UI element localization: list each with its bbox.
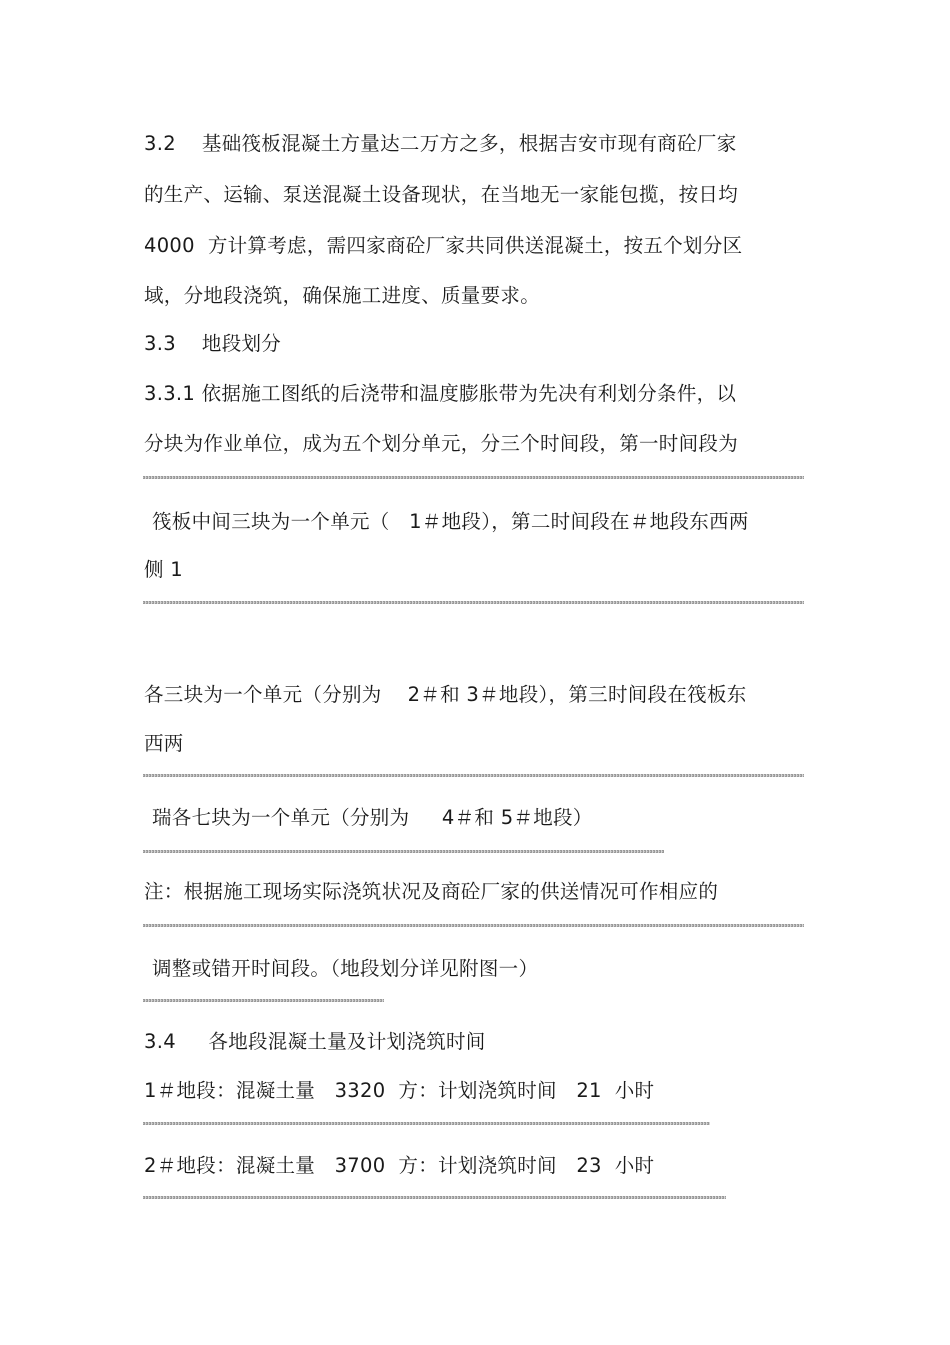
section-3-3-1-line-3: 筏板中间三块为一个单元（ 1＃地段），第二时间段在＃地段东西两	[152, 510, 749, 533]
underline-rule	[143, 476, 804, 479]
underline-rule	[143, 999, 384, 1002]
section-3-2-line-1: 3.2 基础筏板混凝土方量达二万方之多，根据吉安市现有商砼厂家	[144, 132, 737, 155]
underline-rule	[143, 924, 804, 927]
section-3-3-1-line-2: 分块为作业单位，成为五个划分单元，分三个时间段，第一时间段为	[144, 432, 739, 455]
section-3-4-heading: 3.4 各地段混凝土量及计划浇筑时间	[144, 1030, 486, 1053]
section-3-3-1-line-4: 侧 1	[144, 558, 184, 581]
note-line-1: 注：根据施工现场实际浇筑状况及商砼厂家的供送情况可作相应的	[144, 880, 719, 903]
section-3-3-1-line-5: 各三块为一个单元（分别为 2＃和 3＃地段），第三时间段在筏板东	[144, 683, 747, 706]
segment-2-line: 2＃地段：混凝土量 3700 方：计划浇筑时间 23 小时	[144, 1154, 655, 1177]
underline-rule	[143, 1122, 710, 1125]
segment-1-line: 1＃地段：混凝土量 3320 方：计划浇筑时间 21 小时	[144, 1079, 655, 1102]
section-3-2-line-4: 域，分地段浇筑，确保施工进度、质量要求。	[144, 284, 541, 307]
section-3-3-1-line-7: 瑞各七块为一个单元（分别为 4＃和 5＃地段）	[152, 806, 593, 829]
underline-rule	[143, 1196, 726, 1199]
underline-rule	[143, 601, 804, 604]
section-3-3-heading: 3.3 地段划分	[144, 332, 282, 355]
note-line-2: 调整或错开时间段。（地段划分详见附图一）	[152, 957, 539, 980]
underline-rule	[143, 774, 804, 777]
underline-rule	[143, 850, 664, 853]
section-3-2-line-2: 的生产、运输、泵送混凝土设备现状，在当地无一家能包揽，按日均	[144, 183, 739, 206]
section-3-3-1-line-6: 西两	[144, 732, 184, 755]
section-3-2-line-3: 4000 方计算考虑，需四家商砼厂家共同供送混凝土，按五个划分区	[144, 234, 743, 257]
section-3-3-1-line-1: 3.3.1 依据施工图纸的后浇带和温度膨胀带为先决有利划分条件，以	[144, 382, 737, 405]
